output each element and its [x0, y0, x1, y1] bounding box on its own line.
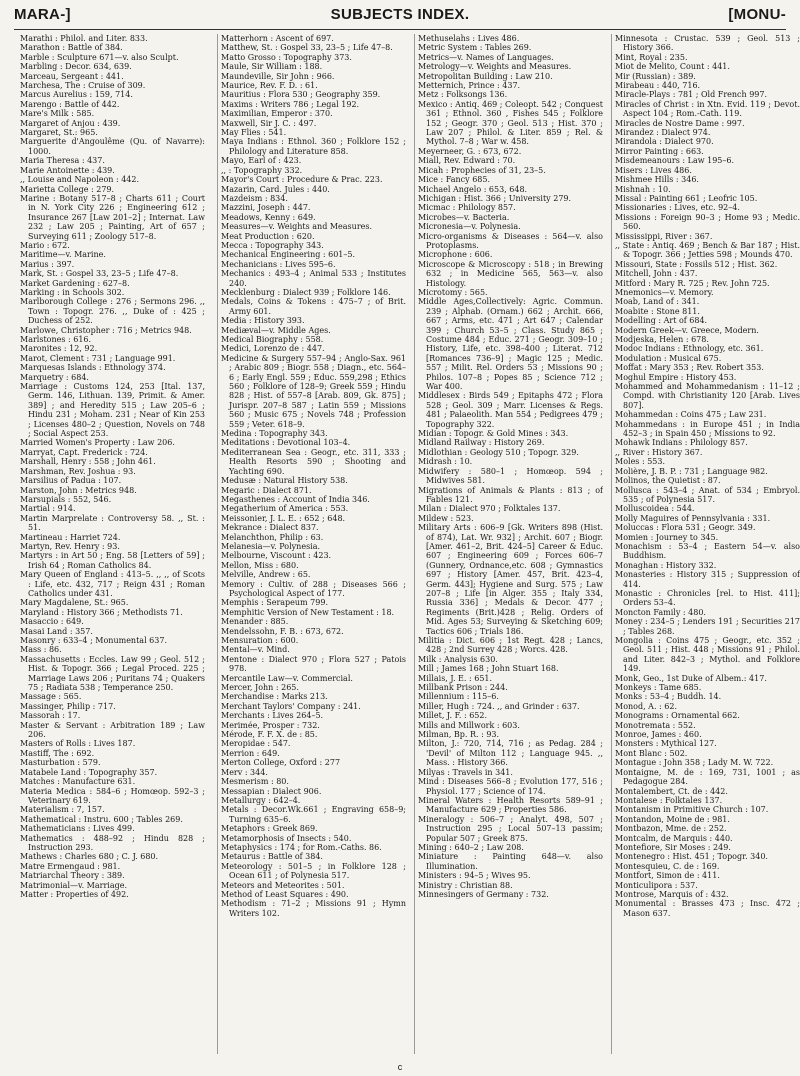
index-entry: Mishnah : 10. [615, 184, 671, 194]
index-entry: Marsupials : 552, 546. [20, 494, 112, 504]
index-entry: Matto Grosso : Topography 373. [221, 52, 352, 62]
index-entry: Masai Land : 357. [20, 626, 93, 636]
index-entry: Measures—v. Weights and Measures. [221, 222, 373, 232]
index-entry: Microtomy : 565. [418, 287, 488, 297]
index-entry: Midian : Topogr. & Gold Mines : 343. [418, 429, 569, 439]
index-entry: Missionaries : Lives, etc. 92–4. [615, 203, 740, 213]
index-entry: Mohawk Indians : Philology 857. [615, 438, 748, 448]
index-entry: Montalese : Folktales 137. [615, 795, 723, 805]
index-entry: Mentone : Dialect 970 ; Flora 527 ; Patois 978. [221, 654, 406, 674]
index-entry: Medici, Lorenzo de : 447. [221, 344, 325, 354]
index-entry: Middlesex : Birds 549 ; Epitaphs 472 ; Flora 528 ; Geol. 309 ; Marr. Licenses & Regs. 481 ; Palaeolith. Man 554 ; Pedigrees 479 ; Topography 322. [418, 391, 603, 429]
index-entry: Migrations of Animals & Plants : 813 ; of Fables 121. [418, 485, 603, 504]
index-entry: Mercantile Law—v. Commercial. [221, 673, 353, 683]
index-entry: Mirabeau : 440, 716. [615, 81, 701, 91]
index-entry: Medina : Topography 343. [221, 429, 328, 439]
index-entry: Mecklenburg : Dialect 939 ; Folklore 146. [221, 287, 391, 297]
index-entry: Mensuration : 600. [221, 636, 299, 645]
index-entry: Maxims : Writers 786 ; Legal 192. [221, 99, 360, 109]
index-entry: Metrology—v. Weights and Measures. [418, 62, 572, 72]
index-entry: Mohammedan : Coins 475 ; Law 231. [615, 410, 767, 420]
index-entry: Monastic : Chronicles [rel. to Hist. 411]; Orders 53–4. [615, 588, 800, 608]
index-entry: Materialism : 7, 157. [20, 805, 105, 815]
index-entry: Montesquieu, C. de : 169. [615, 861, 720, 871]
index-entry: Montanism in Primitive Church : 107. [615, 805, 769, 815]
index-entry: Millbank Prison : 244. [418, 683, 508, 693]
index-entry: Microphone : 606. [418, 250, 493, 260]
index-entry: Micmac : Philology 857. [418, 203, 516, 213]
index-entry: Meissonier, J. L. E. : 652 ; 648. [221, 513, 346, 523]
index-entry: Mexico : Antiq. 469 ; Coleopt. 542 ; Conquest 361 ; Ethnol. 360 , Fishes 545 ; Folklore 152 ; Geogr. 370 ; Geol. 513 ; Hist. 370 ; Law 207 ; Philol. & Liter. 859 ; Rel. & Mythol. 7–8 ; War w. 458. [418, 99, 603, 147]
index-entry: Mitford : Mary R. 725 ; Rev. John 725. [615, 278, 770, 288]
index-entry: Mirandola : Dialect 970. [615, 137, 714, 147]
index-entry: Monachism : 53–4 ; Eastern 54—v. also Buddhism. [615, 541, 800, 561]
index-entry: Methuselahs : Lives 486. [418, 34, 520, 43]
index-column-1 [20, 34, 205, 1054]
index-entry: Ministers : 94–5 ; Wives 95. [418, 871, 531, 881]
index-entry: Milk : Analysis 630. [418, 654, 498, 664]
index-entry: Miall, Rev. Edward : 70. [418, 156, 516, 166]
index-entry: Marine : Botany 517–8 ; Charts 611 ; Court in N. York City 226 ; Engineering 612 ; Insurance 267 [Law 201–2] ; Internat. Law 232 ; Law 205 ; Painting, Art of 657 ; Surveying 611 ; Zoology 517–8. [20, 193, 205, 241]
index-entry: Marshman, Rev. Joshua : 93. [20, 466, 136, 476]
index-entry: Mining : 640–2 ; Law 208. [418, 842, 524, 852]
index-entry: Militia : Dict. 606 ; 1st Regt. 428 ; Lancs, 428 ; 2nd Surrey 428 ; Worcs. 428. [418, 636, 603, 655]
index-entry: Marcus Aurelius : 159, 714. [20, 90, 133, 100]
index-entry: Mohammedans : in Europe 451 ; in India 452–3 ; in Spain 450 ; Missions to 92. [615, 419, 800, 439]
index-entry: Mineralogy : 506–7 ; Analyt. 498, 507 ; Instruction 295 ; Local 507–13 passim; Popular 507 ; Greek 875. [418, 814, 603, 843]
index-entry: Marchesa, The : Cruise of 309. [20, 81, 146, 91]
index-entry: Marathi : Philol. and Liter. 833. [20, 34, 148, 43]
index-entry: Miracle-Plays : 781 ; Old French 997. [615, 90, 768, 100]
index-entry: Mayor's Court : Procedure & Prac. 223. [221, 175, 383, 185]
index-entry: ,, River : History 367. [615, 447, 703, 457]
index-entry: Mazdeism : 834. [221, 193, 288, 203]
index-entry: Mathematicians : Lives 499. [20, 824, 135, 834]
index-entry: Mildew : 523. [418, 513, 474, 523]
index-entry: Moab, Land of : 341. [615, 297, 700, 307]
index-entry: Miniature : Painting 648—v. also Illumination. [418, 852, 603, 871]
index-entry: Moabite : Stone 811. [615, 306, 700, 316]
index-entry: Milan : Dialect 970 ; Folktales 137. [418, 504, 561, 514]
index-entry: Monaghan : History 332. [615, 560, 717, 570]
index-entry: Mathews : Charles 680 ; C. J. 680. [20, 852, 159, 862]
index-entry: Mills and Millwork : 603. [418, 720, 520, 730]
index-entry: Memphis : Serapeum 799. [221, 598, 328, 608]
index-entry: Midwifery : 580–1 ; Homœop. 594 ; Midwives 581. [418, 466, 603, 486]
index-entry: Massachusetts : Eccles. Law 99 ; Geol. 512 ; Hist. & Topogr. 366 ; Legal Proced. 225 ; Marriage Laws 206 ; Puritans 74 ; Quakers 75 ; Radiata 538 ; Temperance 250. [20, 654, 205, 693]
index-entry: Martyn, Rev. Henry : 93. [20, 541, 120, 551]
index-entry: Miracles de Nostre Dame : 997. [615, 118, 745, 128]
index-entry: Maria Theresa : 437. [20, 156, 105, 166]
index-entry: Military Arts : 606–9 [Gk. Writers 898 (Hist. of 874), Lat. Wr. 932] ; Archit. 607 ; Biogr. [Amer. 461–2, Brit. 424–5] Career & Educ. 607 ; Engineering 609 ; Forces 606–7 (Gunnery, Ordnance,etc. 608 ; Gymnastics 697 ; History [Amer. 457, Brit. 423–4, Germ. 443]; Hygiene and Surg. 575 ; Law 207–8 ; Life [in Alger. 355 ; Italy 334, Russia 336] ; Medals & Decor. 477 ; Regiments (Brit.)428 ; Relig. Orders of Mid. Ages 53; Surveying & Sketching 609; Tactics 606 ; Trials 186. [418, 523, 603, 636]
index-entry: Mercer, John : 265. [221, 683, 299, 693]
index-entry: Montague : John 358 ; Lady M. W. 722. [615, 758, 774, 768]
index-entry: Massinger, Philip : 717. [20, 701, 116, 711]
index-entry: Money : 234–5 ; Lenders 191 ; Securities 217 ; Tables 268. [615, 617, 800, 636]
index-entry: Milyas : Travels in 341. [418, 767, 513, 777]
index-entry: Missouri, State : Fossils 512 ; Hist. 362. [615, 259, 778, 269]
index-entry: Mishmee Hills : 346. [615, 175, 699, 185]
index-entry: Monk, Geo., 1st Duke of Albem.: 417. [615, 673, 767, 683]
index-entry: Metternich, Prince : 437. [418, 81, 521, 91]
index-entry: Megasthenes : Account of India 346. [221, 494, 370, 504]
index-entry: Marquetry : 684. [20, 372, 89, 382]
index-entry: Modelling : Art of 684. [615, 316, 708, 326]
index-entry: Microscope & Microscopy : 518 ; in Brewing 632 ; in Medicine 565, 563—v. also Histology. [418, 259, 603, 288]
index-entry: Marlborough College : 276 ; Sermons 296. ,, Town : Topogr. 276. ,, Duke of : 425 ; Duchess of 252. [20, 297, 205, 326]
index-entry: Medals, Coins & Tokens : 475–7 ; of Brit. Army 601. [221, 297, 406, 316]
index-entry: Mechanical Engineering : 601–5. [221, 250, 356, 260]
index-entry: Milman, Bp. R. : 93. [418, 730, 500, 740]
index-entry: Matrimonial—v. Marriage. [20, 880, 127, 890]
index-entry: Martin Marprelate : Controversy 58. ,, St. : 51. [20, 513, 205, 533]
index-entry: Modern Greek—v. Greece, Modern. [615, 325, 759, 335]
index-entry: Misdemeanours : Law 195–6. [615, 156, 735, 166]
index-entry: Martyrs : in Art 50 ; Eng. 58 [Letters of 59] ; Irish 64 ; Roman Catholics 84. [20, 551, 205, 570]
index-entry: Massage : 565. [20, 692, 82, 702]
index-entry: Mongolia : Coins 475 ; Geogr., etc. 352 ; Geol. 511 ; Hist. 448 ; Missions 91 ; Philol. and Liter. 842–3 ; Mythol. and Folklore 149. [615, 636, 800, 674]
index-entry: Marietta College : 279. [20, 184, 115, 194]
index-entry: Mechanics : 493–4 ; Animal 533 ; Institutes 240. [221, 269, 406, 288]
index-entry: Mill ; James 168 ; John Stuart 168. [418, 664, 559, 674]
index-entry: Mendelssohn, F. B. : 673, 672. [221, 626, 344, 636]
index-entry: Mesmerism : 80. [221, 777, 289, 787]
index-entry: Melbourne, Viscount : 423. [221, 551, 332, 561]
index-entry: Metz : Folksongs 136. [418, 90, 508, 100]
index-entry: Monotremata : 552. [615, 720, 696, 730]
index-entry: Mass : 86. [20, 645, 62, 655]
index-entry: Montefiore, Sir Moses : 249. [615, 842, 731, 852]
index-entry: Marking : in Schools 302. [20, 287, 125, 297]
index-entry: Metropolitan Building : Law 210. [418, 71, 553, 81]
index-entry: Meadows, Kenny : 649. [221, 212, 316, 222]
index-entry: Meyerneer, G. : 673, 672. [418, 146, 522, 156]
index-entry: Megaric : Dialect 871. [221, 485, 312, 495]
index-entry: Matabele Land : Topography 357. [20, 767, 158, 777]
index-entry: Mohammed and Mohammedanism : 11–12 ; Compd. with Christianity 120 [Arab. Lives 807]. [615, 382, 800, 410]
index-entry: Meat Production : 620. [221, 231, 315, 241]
index-entry: Mazzini, Joseph : 447. [221, 203, 311, 213]
index-entry: Masaccio : 649. [20, 617, 84, 627]
index-entry: Materia Medica : 584–6 ; Homœop. 592–3 ; Veterinary 619. [20, 786, 205, 805]
index-entry: Meropidae : 547. [221, 739, 291, 749]
index-entry: Montcalm, de Marquis : 440. [615, 833, 733, 843]
index-entry: Molière, J. B. P. : 731 ; Language 982. [615, 466, 768, 476]
index-entry: Midlothian : Geology 510 ; Topogr. 329. [418, 447, 579, 457]
index-entry: Media : History 393. [221, 316, 305, 326]
index-entry: Midland Railway : History 269. [418, 438, 545, 448]
index-entry: Married Women's Property : Law 206. [20, 438, 175, 448]
index-entry: May Flies : 541. [221, 128, 287, 138]
index-entry: Microbes—v. Bacteria. [418, 212, 510, 222]
index-entry: Monod, A. : 62. [615, 701, 678, 711]
index-entry: Millais, J. E. : 651. [418, 673, 493, 683]
index-entry: Monasteries : History 315 ; Suppression of 414. [615, 570, 800, 589]
index-entry: Mérode, F. F. X. de : 85. [221, 730, 318, 740]
index-entry: Missions : Foreign 90–3 ; Home 93 ; Medic. 560. [615, 212, 800, 232]
index-entry: Maya Indians : Ethnol. 360 ; Folklore 152 ; Philology and Literature 858. [221, 137, 406, 156]
index-entry: Mathematics : 488–92 ; Hindu 828 ; Instruction 293. [20, 833, 205, 852]
index-entry: Merv : 344. [221, 767, 268, 777]
index-entry: Messapian : Dialect 906. [221, 786, 322, 796]
index-entry: Marryat, Capt. Frederick : 724. [20, 447, 148, 457]
index-entry: Mice : Fancy 685. [418, 175, 491, 185]
index-entry: Marshall, Henry : 558 ; John 461. [20, 457, 156, 467]
index-entry: Moffat : Mary 353 ; Rev. Robert 353. [615, 363, 764, 373]
index-entry: Mediterranean Sea : Geogr., etc. 311, 333 ; Health Resorts 590 ; Shooting and Yachting 690. [221, 447, 406, 476]
index-entry: Marengo : Battle of 442. [20, 99, 120, 109]
index-entry: Mirror Painting : 663. [615, 146, 704, 156]
index-entry: Mechanicians : Lives 595–6. [221, 259, 336, 269]
index-entry: Missal : Painting 661 ; Leofric 105. [615, 193, 758, 203]
index-entry: Montrose, Marquis of : 432. [615, 889, 729, 899]
index-entry: Marbling : Decor. 634, 639. [20, 62, 132, 72]
index-entry: Melville, Andrew : 65. [221, 570, 311, 580]
index-entry: Matre Ermengaud : 981. [20, 861, 121, 871]
index-entry: Moluccas : Flora 531 ; Geogr. 349. [615, 523, 756, 533]
index-entry: Mineral Waters : Health Resorts 589–91 ; Manufacture 629 ; Properties 586. [418, 795, 603, 815]
index-column-2 [217, 34, 406, 1054]
index-entry: Misers : Lives 486. [615, 165, 692, 175]
index-entry: Masturbation : 579. [20, 758, 101, 768]
index-entry: Memory : Cultiv. of 288 ; Diseases 566 ; Psychological Aspect of 177. [221, 579, 406, 598]
index-entry: Matriarchal Theory : 389. [20, 871, 125, 881]
index-entry: Monkeys : Tame 685. [615, 683, 702, 693]
index-entry: Minnesota : Crustac. 539 ; Geol. 513 ; History 366. [615, 34, 800, 53]
index-entry: Menander : 885. [221, 617, 289, 627]
index-entry: Monumental : Brasses 473 ; Insc. 472 ; Mason 637. [615, 899, 800, 918]
header-right-range: [MONU- [728, 6, 786, 23]
index-entry: Matterhorn : Ascent of 697. [221, 34, 334, 43]
index-entry: Montbazon, Mme. de : 252. [615, 824, 727, 834]
index-entry: Margaret of Anjou : 439. [20, 118, 121, 128]
index-entry: Ministry : Christian 88. [418, 880, 513, 890]
index-entry: Mind : Diseases 566–8 ; Evolution 177, 516 ; Physiol. 177 ; Science of 174. [418, 777, 603, 796]
index-entry: Middle Ages,Collectively: Agric. Commun. 239 ; Alphab. (Ornam.) 662 ; Archit. 666, 667 ; Arms, etc. 471 ; Art 647 ; Calendar 399 ; Church 53–5 ; Class. Study 865 ; Costume 484 ; Educ. 271 ; Geogr. 309–10 ; History, Life, etc. 398–400 ; Literat. 712 [Romances 736–9] ; Magic 125 ; Medic. 557 ; Milit. Rel. Orders 53 ; Missions 90 ; Philos. 107–8 ; Popes 85 ; Science 712 ; War 400. [418, 297, 603, 392]
index-entry: Mellon, Miss : 680. [221, 560, 299, 570]
index-entry: Mecca : Topography 343. [221, 240, 324, 250]
index-entry: Monograms : Ornamental 662. [615, 711, 740, 721]
index-entry: Mediæval—v. Middle Ages. [221, 325, 331, 335]
index-entry: Market Gardening : 627–8. [20, 278, 130, 288]
index-entry: Masters of Rolls : Lives 187. [20, 739, 136, 749]
index-entry: Mint, Royal : 235. [615, 52, 688, 62]
index-entry: Montaigne, M. de : 169, 731, 1001 ; as Pedagogue 284. [615, 767, 800, 787]
index-entry: Micronesia—v. Polynesia. [418, 222, 521, 232]
index-entry: Midrash : 10. [418, 457, 473, 467]
index-entry: ,, : Topography 332. [221, 165, 303, 175]
index-entry: Micah : Prophecies of 31, 23–5. [418, 165, 546, 175]
index-entry: Marlstones : 616. [20, 335, 92, 344]
index-entry: Maritime—v. Marine. [20, 250, 106, 260]
index-entry: Monsters : Mythical 127. [615, 739, 717, 749]
index-entry: Maxwell, Sir J. C. : 497. [221, 118, 317, 128]
index-entry: Merchandise : Marks 213. [221, 692, 328, 702]
index-entry: Mental—v. Mind. [221, 645, 290, 655]
header-left-range: MARA-] [14, 6, 71, 23]
index-entry: Mayo, Earl of : 423. [221, 156, 302, 166]
index-entry: Mekrance : Dialect 837. [221, 523, 319, 533]
index-entry: Metrics—v. Names of Languages. [418, 52, 554, 62]
index-entry: Moles : 553. [615, 457, 665, 467]
index-entry: Mnemonics—v. Memory. [615, 287, 714, 297]
index-entry: Megatherium of America : 553. [221, 504, 349, 514]
index-entry: Marius : 397. [20, 259, 75, 269]
index-column-3 [414, 34, 603, 1054]
index-entry: Mirandez : Dialect 974. [615, 128, 711, 138]
index-entry: Mollusca : 543–4 ; Anat. of 534 ; Embryol. 535 ; of Polynesia 517. [615, 485, 800, 504]
index-entry: Marsilius of Padua : 107. [20, 476, 122, 486]
index-entry: Montfort, Simon de : 411. [615, 871, 720, 881]
index-entry: Millennium : 115–6. [418, 692, 499, 702]
index-entry: Maronites : 12, 92. [20, 344, 98, 354]
index-entry: Momien : Journey to 345. [615, 532, 719, 542]
index-entry: Matches : Manufacture 631. [20, 777, 136, 787]
index-entry: Maundeville, Sir John : 966. [221, 71, 335, 81]
index-entry: Methodism : 71–2 ; Missions 91 ; Hymn Writers 102. [221, 899, 406, 918]
index-entry: Mastiff, The : 692. [20, 748, 95, 758]
index-entry: Molly Maguires of Pennsylvania : 331. [615, 513, 771, 523]
index-entry: Medicine & Surgery 557–94 ; Anglo-Sax. 961 ; Arabic 809 ; Biogr. 558 ; Diagn., etc. 564–6 ; Early Engl. 559 ; Educ. 559,298 ; Ethics 560 ; Folklore of 128–9; Greek 559 ; Hindu 828 ; Hist. of 557–8 [Arab. 809, Gk. 875] ; Jurispr. 207–8 587 ; Latin 559 ; Missions 560 ; Music 675 ; Novels 748 ; Profession 559 ; Veter. 618–9. [221, 353, 406, 429]
index-entry: Metallurgy : 642–4. [221, 795, 301, 805]
index-entry: Margaret, St.: 965. [20, 128, 98, 138]
index-entry: Mississippi, River : 367. [615, 231, 713, 241]
index-entry: Marlowe, Christopher : 716 ; Metrics 948. [20, 325, 192, 335]
index-entry: Miller, Hugh : 724. ,, and Grinder : 637. [418, 701, 580, 711]
index-entry: Mont Blanc : 502. [615, 748, 688, 758]
index-entry: Montenegro : Hist. 451 ; Topogr. 340. [615, 852, 768, 862]
index-entry: Mary Magdalene, St.: 965. [20, 598, 129, 608]
index-entry: ,, State : Antiq. 469 ; Bench & Bar 187 ; Hist. & Topogr. 366 ; Jetties 598 ; Mounds 470. [615, 240, 800, 260]
index-entry: Masonry : 633–4 ; Monumental 637. [20, 636, 167, 645]
index-entry: Molluscoidea : 544. [615, 504, 695, 514]
index-entry: Melanesia—v. Polynesia. [221, 541, 321, 551]
index-entry: Meteorology : 501–5 ; in Folklore 128 ; Ocean 611 ; of Polynesia 517. [221, 861, 406, 881]
index-entry: Marie Antoinette : 439. [20, 165, 115, 175]
index-entry: Metals : Decor.Wk.661 ; Engraving 658–9; Turning 635–6. [221, 805, 406, 824]
index-entry: Miracles of Christ : in Xtn. Evid. 119 ; Devot. Aspect 104 ; Rom.-Cath. 119. [615, 99, 800, 119]
index-entry: Metaurus : Battle of 384. [221, 852, 323, 862]
index-entry: Memphitic Version of New Testament : 18. [221, 607, 395, 617]
index-entry: Mazarin, Card. Jules : 440. [221, 184, 330, 194]
index-entry: Merchants : Lives 264–5. [221, 711, 324, 721]
index-entry: Marble : Sculpture 671—v. also Sculpt. [20, 52, 179, 62]
index-entry: Merrion : 649. [221, 748, 280, 758]
index-entry: Metric System : Tables 269. [418, 43, 532, 53]
index-entry: Melanchthon, Philip : 63. [221, 532, 324, 542]
index-entry: Marot, Clement : 731 ; Language 991. [20, 353, 176, 363]
index-entry: Maurice, Rev. F. D. : 61. [221, 81, 318, 91]
index-entry: Merton College, Oxford : 277 [221, 758, 341, 768]
index-entry: Metaphors : Greek 869. [221, 824, 318, 834]
index-entry: Marguerite d'Angoulême (Qu. of Navarre): 1000. [20, 137, 205, 156]
index-entry: Marriage : Customs 124, 253 [Ital. 137, Germ. 146, Lithuan. 139, Primit. & Amer. 389] ; and Heredity 515 ; Law 205–6 ; Hindu 231 ; Moham. 231 ; Near of Kin 253 ; Licenses 480–2 ; Question, Novels on 748 ; Social Aspect 253. [20, 382, 205, 439]
index-entry: Mathematical : Instru. 600 ; Tables 269. [20, 814, 183, 824]
index-entry: Marathon : Battle of 384. [20, 43, 123, 53]
index-entry: Medusæ : Natural History 538. [221, 476, 348, 486]
index-entry: Matter : Properties of 492. [20, 889, 129, 899]
index-entry: Monks : 53–4 ; Buddh. 14. [615, 692, 722, 702]
index-entry: Meteors and Meteorites : 501. [221, 880, 345, 890]
index-entry: Marquesas Islands : Ethnology 374. [20, 363, 166, 373]
index-entry: Marceau, Sergeant : 441. [20, 71, 124, 81]
index-entry: Minnesingers of Germany : 732. [418, 889, 549, 899]
index-entry: Mitchell, John : 437. [615, 269, 698, 279]
index-column-4 [611, 34, 800, 1054]
index-columns [20, 34, 800, 1054]
index-entry: Mario : 672. [20, 240, 70, 250]
index-entry: Molinos, the Quietist : 87. [615, 476, 721, 486]
index-entry: Medical Biography : 558. [221, 335, 324, 344]
index-entry: Michigan : Hist. 366 ; University 279. [418, 193, 572, 203]
index-entry: Mark, St. : Gospel 33, 23–5 ; Life 47–8. [20, 269, 179, 279]
signature-mark: c [397, 1062, 403, 1072]
index-entry: Modjeska, Helen : 678. [615, 335, 709, 344]
index-entry: Martial : 914. [20, 504, 76, 514]
index-entry: Montandon, Moine de : 981. [615, 814, 730, 824]
index-entry: Moghul Empire : History 453. [615, 372, 737, 382]
index-entry: Matthew, St. : Gospel 33, 23–5 ; Life 47–8. [221, 43, 393, 53]
index-entry: Mir (Russian) : 389. [615, 71, 696, 81]
index-entry: Maule, Sir William : 188. [221, 62, 323, 72]
index-entry: Merchant Taylors' Company : 241. [221, 701, 361, 711]
index-entry: ,, Louise and Napoleon : 442. [20, 175, 139, 185]
index-entry: Merimée, Prosper : 732. [221, 720, 320, 730]
index-entry: Mary Queen of England : 413–5. ,, ,, of Scots : Life, etc. 432, 717 ; Reign 431 ; Roman Catholics under 431. [20, 570, 205, 598]
index-entry: Monticulipora : 537. [615, 880, 698, 890]
index-entry: Miot de Melito, Count : 441. [615, 62, 730, 72]
index-entry: Michael Angelo : 653, 648. [418, 184, 528, 194]
index-entry: Massorah : 17. [20, 711, 81, 721]
index-entry: Modoc Indians : Ethnology, etc. 361. [615, 344, 764, 354]
index-entry: Monroe, James : 460. [615, 730, 702, 740]
index-entry: Milton, J.: 720, 714, 716 ; as Pedag. 284 ; 'Devil' of Milton 112 ; Language 945. ,, Mass. : History 366. [418, 739, 603, 768]
index-entry: Millet, J. F. : 652. [418, 711, 488, 721]
index-entry: Method of Least Squares : 490. [221, 889, 349, 899]
index-entry: Maryland : History 366 ; Methodists 71. [20, 607, 183, 617]
index-entry: Montalembert, Ct. de : 442. [615, 786, 728, 796]
index-entry: Modulation : Musical 675. [615, 353, 722, 363]
header-rule [14, 29, 786, 30]
index-entry: Master & Servant : Arbitration 189 ; Law 206. [20, 720, 205, 740]
index-entry: Maximilian, Emperor : 370. [221, 109, 333, 119]
index-entry: Metamorphosis of Insects : 540. [221, 833, 352, 843]
header-title: SUBJECTS INDEX. [330, 6, 470, 23]
index-entry: Mare's Milk : 585. [20, 109, 95, 119]
index-entry: Moncton Family : 480. [615, 607, 706, 617]
index-entry: Marston, John : Metrics 948. [20, 485, 137, 495]
index-entry: Micro-organisms & Diseases : 564—v. also Protoplasms. [418, 231, 603, 250]
index-entry: Martineau : Harriet 724. [20, 532, 121, 542]
index-entry: Mauritius : Flora 530 ; Geography 359. [221, 90, 381, 100]
index-entry: Meditations : Devotional 103–4. [221, 438, 351, 448]
index-entry: Metaphysics : 174 ; for Rom.-Caths. 86. [221, 842, 382, 852]
